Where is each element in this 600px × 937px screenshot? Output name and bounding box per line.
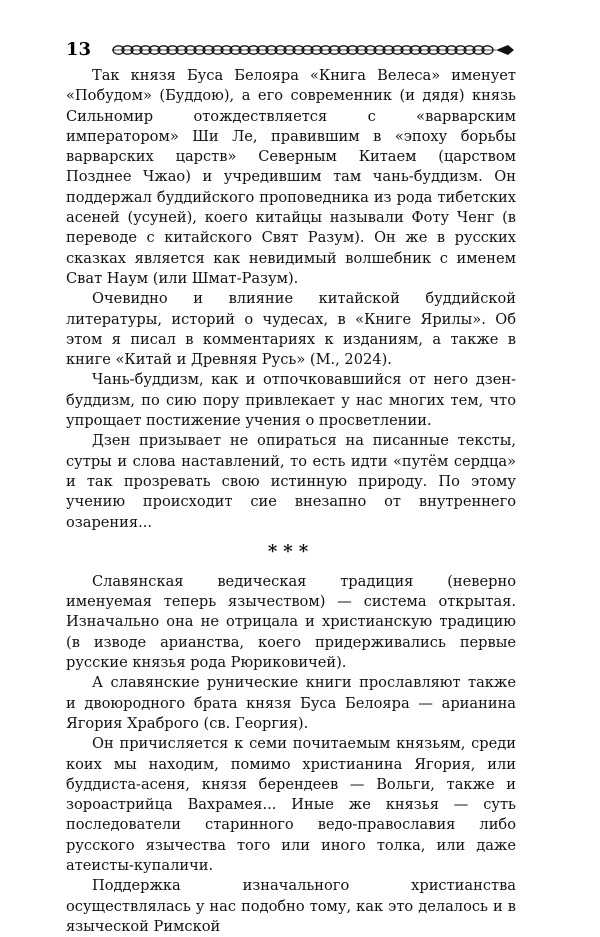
paragraph: Очевидно и влияние китайской буддийской литературы, историй о чудесах, в «Книге Ярилы». Об этом я писал в комментариях к изданиям, а также в книге «Китай и Древняя Русь» (М., 2024). [66, 290, 516, 369]
braided-rope-ornament-icon [112, 42, 516, 58]
page-number: 13 [66, 39, 92, 60]
paragraph: Так князя Буса Белояра «Книга Велеса» именует «Побудом» (Буддою), а его современник (и дядя) князь Сильномир отождествляется с «варварским императором» Ши Ле, правившим в «эпоху борьбы варварских царств» Северным Китаем (царством Позднее Чжао) и учредившим там чань-буддизм. Он поддержал буддийского проповедника из рода тибетских асеней (усуней), коего китайцы называли Фоту Ченг (в переводе с китайского Свят Разум). Он же в русских сказках является как невидимый волшебник с именем Сват Наум (или Шмат-Разум). [66, 67, 516, 287]
paragraph: Поддержка изначального христианства осуществлялась у нас подобно тому, как это делалось и в языческой Римской [66, 877, 516, 935]
paragraph: Чань-буддизм, как и отпочковавшийся от него дзен-буддизм, по сию пору привлекает у нас многих тем, что упрощает постижение учения о просветлении. [66, 371, 516, 430]
paragraph: Дзен призывает не опираться на писанные тексты, сутры и слова наставлений, то есть идти «путём сердца» и так прозревать свою истинную природу. По этому учению происходит сие внезапно от внутреннего озарения... [66, 432, 516, 531]
paragraph: А славянские рунические книги прославляют также и двоюродного брата князя Буса Белояра — арианина Ягория Храброго (св. Георгия). [66, 674, 516, 732]
section-separator: *** [267, 540, 315, 562]
paragraph: Славянская ведическая традиция (неверно именуемая теперь язычеством) — система открытая. Изначально она не отрицала и христианскую традицию (в изводе арианства, коего придерживались первые русские князья рода Рюриковичей). [66, 572, 516, 672]
page-header [66, 38, 514, 62]
paragraph: Он причисляется к семи почитаемым князьям, среди коих мы находим, помимо христианина Ягория, или буддиста-асеня, князя берендеев — Вольги, также и зороастрийца Вахрамея... Иные же князья — суть последователи старинного ведо-православия либо русского язычества того или иного толка, или даже атеисты-купаличи. [66, 735, 516, 874]
main-text [66, 66, 516, 937]
